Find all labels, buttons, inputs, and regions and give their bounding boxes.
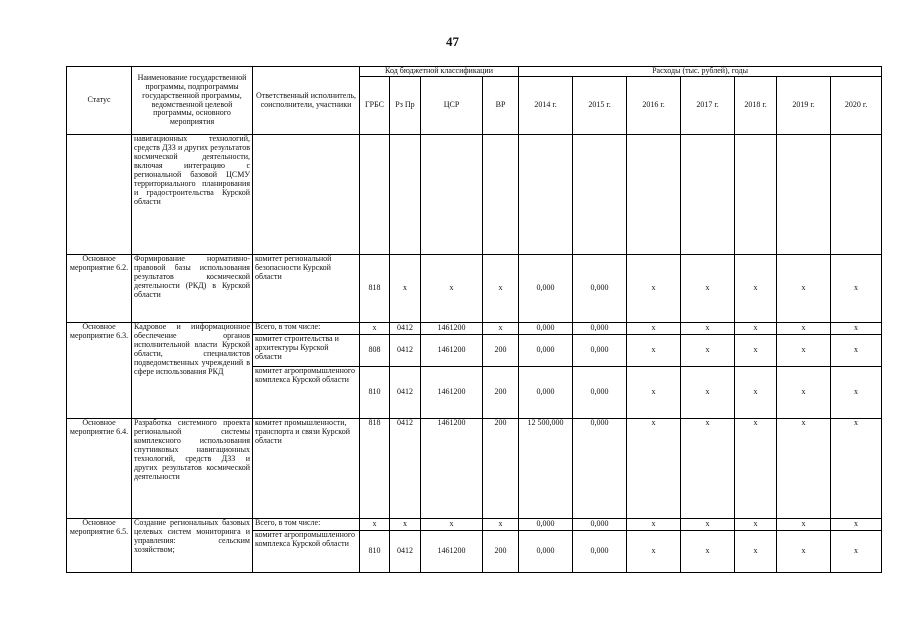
value-cell: х [681,367,735,419]
name-cell: Создание региональных базовых целевых систем мониторинга и управления: сельским хозяйством; [132,519,253,573]
executor-cell: Всего, в том числе: [253,323,360,335]
header-status: Статус [67,67,132,135]
executor-cell: комитет агропромышленного комплекса Курской области [253,367,360,419]
executor-cell: Всего, в том числе: [253,519,360,531]
value-cell: 0,000 [573,367,627,419]
vr-cell: х [483,255,519,323]
value-cell: х [627,519,681,531]
executor-cell: комитет региональной безопасности Курской области [253,255,360,323]
status-cell: Основное мероприятие 6.3. [67,323,132,419]
csr-cell: 1461200 [421,335,483,367]
value-cell: х [735,323,777,335]
csr-cell: 1461200 [421,419,483,519]
value-cell: х [627,335,681,367]
vr-cell: 200 [483,367,519,419]
value-cell: х [735,519,777,531]
table-row [67,519,882,531]
value-cell: 0,000 [573,419,627,519]
value-cell: 0,000 [573,531,627,573]
value-cell: х [831,323,882,335]
rzpr-cell: 0412 [390,419,421,519]
table-row [67,323,882,335]
status-cell: Основное мероприятие 6.5. [67,519,132,573]
name-cell: Кадровое и информационное обеспечение органов исполнительной власти Курской области, специалистов подведомственных учреждений в сфере использования РКД [132,323,253,419]
csr-cell: 1461200 [421,323,483,335]
value-cell: х [777,323,831,335]
header-year: 2019 г. [777,77,831,135]
grbs-cell [360,135,390,255]
value-cell: х [627,531,681,573]
value-cell: 0,000 [519,255,573,323]
value-cell: х [777,255,831,323]
header-year: 2017 г. [681,77,735,135]
value-cell [681,135,735,255]
table-row [67,419,882,519]
value-cell: х [777,519,831,531]
value-cell: 0,000 [519,519,573,531]
vr-cell: х [483,323,519,335]
header-budget-code: Код бюджетной классификации [360,67,519,77]
table-row [67,135,882,255]
rzpr-cell: 0412 [390,335,421,367]
value-cell: 0,000 [519,323,573,335]
status-cell: Основное мероприятие 6.4. [67,419,132,519]
value-cell [777,135,831,255]
value-cell [735,135,777,255]
grbs-cell: х [360,323,390,335]
value-cell: х [735,419,777,519]
value-cell: 0,000 [519,335,573,367]
value-cell [519,135,573,255]
grbs-cell: х [360,519,390,531]
grbs-cell: 810 [360,367,390,419]
executor-cell [253,135,360,255]
value-cell: х [831,531,882,573]
value-cell: х [627,419,681,519]
header-executor: Ответственный исполнитель, соисполнители, участники [253,67,360,135]
value-cell [573,135,627,255]
value-cell: х [831,519,882,531]
header-rzpr: Рз Пр [390,77,421,135]
rzpr-cell [390,135,421,255]
value-cell: х [777,419,831,519]
rzpr-cell: 0412 [390,323,421,335]
header-year: 2014 г. [519,77,573,135]
vr-cell: 200 [483,335,519,367]
value-cell: 0,000 [573,323,627,335]
name-cell: Формирование нормативно-правовой базы использования результатов космической деятельности (РКД) в Курской области [132,255,253,323]
value-cell: х [777,367,831,419]
value-cell: х [681,255,735,323]
executor-cell: комитет строительства и архитектуры Курской области [253,335,360,367]
value-cell: х [831,255,882,323]
grbs-cell: 808 [360,335,390,367]
header-name: Наименование государственной программы, подпрограммы государственной программы, ведомственной целевой программы, основного мероприятия [132,67,253,135]
status-cell [67,135,132,255]
value-cell: х [681,519,735,531]
status-cell: Основное мероприятие 6.2. [67,255,132,323]
page-number: 47 [446,34,459,49]
value-cell: х [681,323,735,335]
value-cell: х [681,335,735,367]
header-year: 2015 г. [573,77,627,135]
csr-cell: 1461200 [421,367,483,419]
name-cell: Разработка системного проекта региональной системы комплексного использования спутниковых навигационных технологий, средств ДЗЗ и других результатов космической деятельности [132,419,253,519]
value-cell: 0,000 [573,519,627,531]
csr-cell: х [421,519,483,531]
value-cell [627,135,681,255]
header-expenses: Расходы (тыс. рублей), годы [519,67,882,77]
value-cell: х [627,255,681,323]
rzpr-cell: 0412 [390,531,421,573]
rzpr-cell: х [390,519,421,531]
vr-cell: 200 [483,419,519,519]
value-cell: х [735,531,777,573]
value-cell: х [831,367,882,419]
value-cell [831,135,882,255]
value-cell: х [777,531,831,573]
value-cell: х [627,367,681,419]
value-cell: х [831,419,882,519]
value-cell: 0,000 [573,255,627,323]
vr-cell [483,135,519,255]
value-cell: 12 500,000 [519,419,573,519]
csr-cell: 1461200 [421,531,483,573]
header-vr: ВР [483,77,519,135]
vr-cell: 200 [483,531,519,573]
value-cell: 0,000 [519,531,573,573]
value-cell: х [735,367,777,419]
value-cell: х [627,323,681,335]
value-cell: 0,000 [573,335,627,367]
value-cell: 0,000 [519,367,573,419]
value-cell: х [735,335,777,367]
header-grbs: ГРБС [360,77,390,135]
csr-cell [421,135,483,255]
rzpr-cell: х [390,255,421,323]
header-csr: ЦСР [421,77,483,135]
csr-cell: х [421,255,483,323]
value-cell: х [777,335,831,367]
name-cell: навигационных технологий, средств ДЗЗ и других результатов космической деятельности, включая интеграцию с региональной базовой ЦСМУ территориального планирования и градостроительства Курской области [132,135,253,255]
rzpr-cell: 0412 [390,367,421,419]
value-cell: х [831,335,882,367]
header-year: 2016 г. [627,77,681,135]
grbs-cell: 810 [360,531,390,573]
header-year: 2018 г. [735,77,777,135]
executor-cell: комитет промышленности, транспорта и связи Курской области [253,419,360,519]
vr-cell: х [483,519,519,531]
grbs-cell: 818 [360,255,390,323]
grbs-cell: 818 [360,419,390,519]
value-cell: х [735,255,777,323]
value-cell: х [681,419,735,519]
executor-cell: комитет агропромышленного комплекса Курской области [253,531,360,573]
table-row [67,255,882,323]
value-cell: х [681,531,735,573]
budget-table [66,66,882,573]
header-year: 2020 г. [831,77,882,135]
